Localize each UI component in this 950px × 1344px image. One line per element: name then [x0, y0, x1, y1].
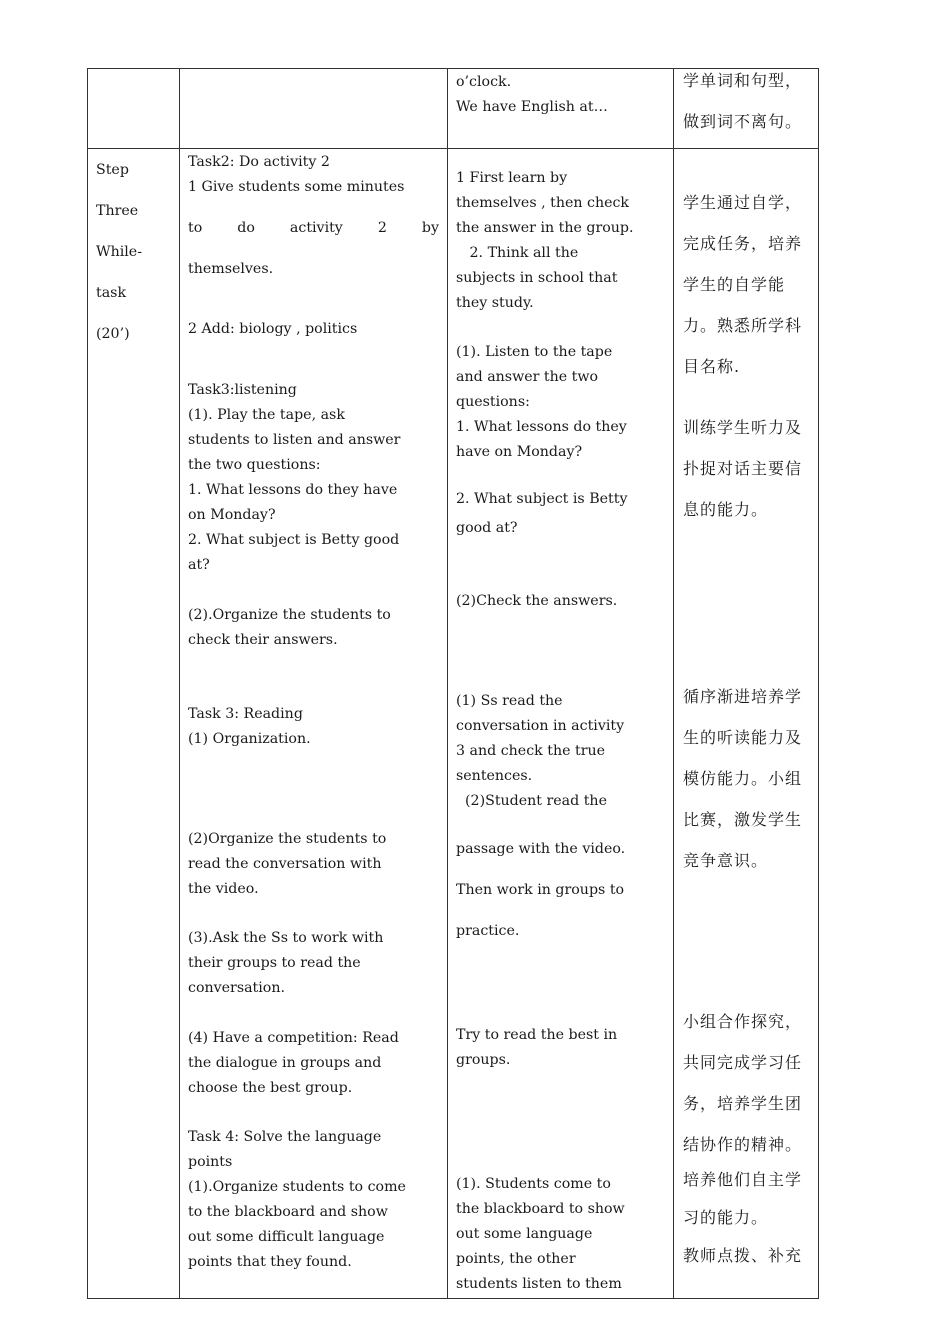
text-line: have on Monday?: [456, 444, 583, 460]
text-line: (20’): [96, 326, 130, 342]
text-line: 学单词和句型，: [683, 71, 803, 90]
text-line: points, the other: [456, 1251, 576, 1267]
self-learn-block: [456, 166, 666, 316]
text-line: the two questions:: [188, 457, 321, 473]
reading-step-3: [188, 926, 439, 1001]
text-line: 循序渐进培养学: [683, 687, 803, 706]
text-line: out some difficult language: [188, 1229, 385, 1245]
text-line: 1 Give students some minutes: [188, 179, 405, 195]
text-line: We have English at…: [456, 99, 608, 115]
text-line: 生的听读能力及: [683, 728, 803, 747]
intent-autonomy: [683, 1161, 813, 1275]
text-line: the answer in the group.: [456, 220, 634, 236]
text-line: 1 First learn by: [456, 170, 568, 186]
reading-step-4: [188, 1026, 439, 1101]
text-line: at?: [188, 557, 210, 573]
text-line: Then work in groups to: [456, 882, 625, 898]
text-line: good at?: [456, 520, 518, 536]
text-line: sentences.: [456, 768, 533, 784]
text-line: their groups to read the: [188, 955, 361, 971]
text-line: the dialogue in groups and: [188, 1055, 382, 1071]
task2-block: [188, 150, 439, 200]
task4-block: [188, 1125, 439, 1275]
text-line: 学生的自学能: [683, 275, 786, 294]
text-line: o’clock.: [456, 74, 512, 90]
text-line: (1) Ss read the: [456, 693, 563, 709]
text-line: to the blackboard and show: [188, 1204, 388, 1220]
text-line: 培养他们自主学: [683, 1170, 803, 1189]
text-line: (2).Organize the students to: [188, 607, 391, 623]
text-line: check their answers.: [188, 632, 338, 648]
text-line: (1). Students come to: [456, 1176, 611, 1192]
task2-title: Task2: Do activity 2: [188, 154, 330, 170]
task3-listening-block: [188, 378, 439, 578]
text-line: (1) Organization.: [188, 731, 311, 747]
text-line: choose the best group.: [188, 1080, 353, 1096]
text-line: 结协作的精神。: [683, 1135, 803, 1154]
text-line: practice.: [456, 923, 520, 939]
text-line: the blackboard to show: [456, 1201, 625, 1217]
text-line: 模仿能力。小组: [683, 769, 803, 788]
best-group-block: [456, 1023, 666, 1073]
text-line: (2)Organize the students to: [188, 831, 387, 847]
question-2-block: [456, 485, 666, 543]
text-line: 务，培养学生团: [683, 1094, 803, 1113]
intent-self-study: [683, 182, 813, 387]
reading-step-2: [188, 827, 439, 902]
text-line: 做到词不离句。: [683, 112, 803, 131]
reading-title: Task 3: Reading: [188, 706, 303, 722]
text-line: points that they found.: [188, 1254, 352, 1270]
text-line: While-: [96, 244, 142, 260]
text-line: (3).Ask the Ss to work with: [188, 930, 384, 946]
text-line: Step: [96, 162, 129, 178]
read-video-block: [456, 829, 666, 952]
text-line: 2. What subject is Betty: [456, 491, 628, 507]
text-line: 小组合作探究，: [683, 1012, 803, 1031]
text-line: groups.: [456, 1052, 511, 1068]
column-divider-3: [673, 68, 674, 1299]
text-line: 力。熟悉所学科: [683, 316, 803, 335]
text-line: (1). Play the tape, ask: [188, 407, 345, 423]
text-line: on Monday?: [188, 507, 276, 523]
text-line: (2)Check the answers.: [456, 593, 618, 609]
intent-reading: [683, 676, 813, 881]
text-line: 比赛，激发学生: [683, 810, 803, 829]
task2-add: [188, 317, 439, 342]
row1-design-intent: [683, 60, 813, 142]
listen-block: [456, 340, 666, 465]
text-line: 教师点拨、补充: [683, 1246, 803, 1265]
column-divider-2: [447, 68, 448, 1299]
text-line: students to listen and answer: [188, 432, 401, 448]
read-activity-block: [456, 689, 666, 814]
table-border-right: [818, 68, 819, 1299]
text-line: 3 and check the true: [456, 743, 606, 759]
text-line: 扑捉对话主要信: [683, 459, 803, 478]
text-line: 2. What subject is Betty good: [188, 532, 400, 548]
text-line: 1. What lessons do they: [456, 419, 627, 435]
column-divider-1: [179, 68, 180, 1299]
text-line: Three: [96, 203, 139, 219]
intent-cooperation: [683, 1001, 813, 1165]
row-divider: [87, 148, 819, 149]
text-line: 竞争意识。: [683, 851, 769, 870]
step-label: [96, 150, 174, 355]
text-line: out some language: [456, 1226, 593, 1242]
text-line: to do activity 2 by: [188, 220, 439, 236]
text-line: 目名称.: [683, 357, 741, 376]
text-line: (2)Student read the: [456, 793, 607, 809]
text-line: 学生通过自学，: [683, 193, 803, 212]
text-line: Try to read the best in: [456, 1027, 618, 1043]
text-line: 息的能力。: [683, 500, 769, 519]
text-line: 完成任务，培养: [683, 234, 803, 253]
text-line: conversation.: [188, 980, 285, 996]
text-line: 1. What lessons do they have: [188, 482, 398, 498]
text-line: and answer the two: [456, 369, 599, 385]
text-line: points: [188, 1154, 233, 1170]
table-border-left: [87, 68, 88, 1299]
text-line: read the conversation with: [188, 856, 382, 872]
task2-line: [188, 257, 439, 282]
text-line: themselves.: [188, 261, 274, 277]
task4-title: Task 4: Solve the language: [188, 1129, 382, 1145]
text-line: task: [96, 285, 127, 301]
text-line: they study.: [456, 295, 534, 311]
language-points-block: [456, 1172, 666, 1297]
check-answers: [456, 589, 666, 614]
text-line: (1). Listen to the tape: [456, 344, 613, 360]
text-line: themselves , then check: [456, 195, 630, 211]
text-line: conversation in activity: [456, 718, 625, 734]
task3-title: Task3:listening: [188, 382, 297, 398]
text-line: questions:: [456, 394, 530, 410]
intent-listening: [683, 407, 813, 530]
text-line: 训练学生听力及: [683, 418, 803, 437]
text-line: (4) Have a competition: Read: [188, 1030, 399, 1046]
text-line: passage with the video.: [456, 841, 626, 857]
task2-line: [188, 216, 439, 241]
text-line: subjects in school that: [456, 270, 618, 286]
text-line: (1).Organize students to come: [188, 1179, 406, 1195]
text-line: 共同完成学习任: [683, 1053, 803, 1072]
text-line: 2. Think all the: [456, 245, 579, 261]
text-line: 2 Add: biology , politics: [188, 321, 358, 337]
text-line: 习的能力。: [683, 1208, 769, 1227]
text-line: students listen to them: [456, 1276, 622, 1292]
row1-student-activity: [456, 70, 666, 120]
text-line: the video.: [188, 881, 259, 897]
table-border-bottom: [87, 1298, 819, 1299]
task3-check-block: [188, 603, 439, 653]
task3-reading-block: [188, 702, 439, 752]
